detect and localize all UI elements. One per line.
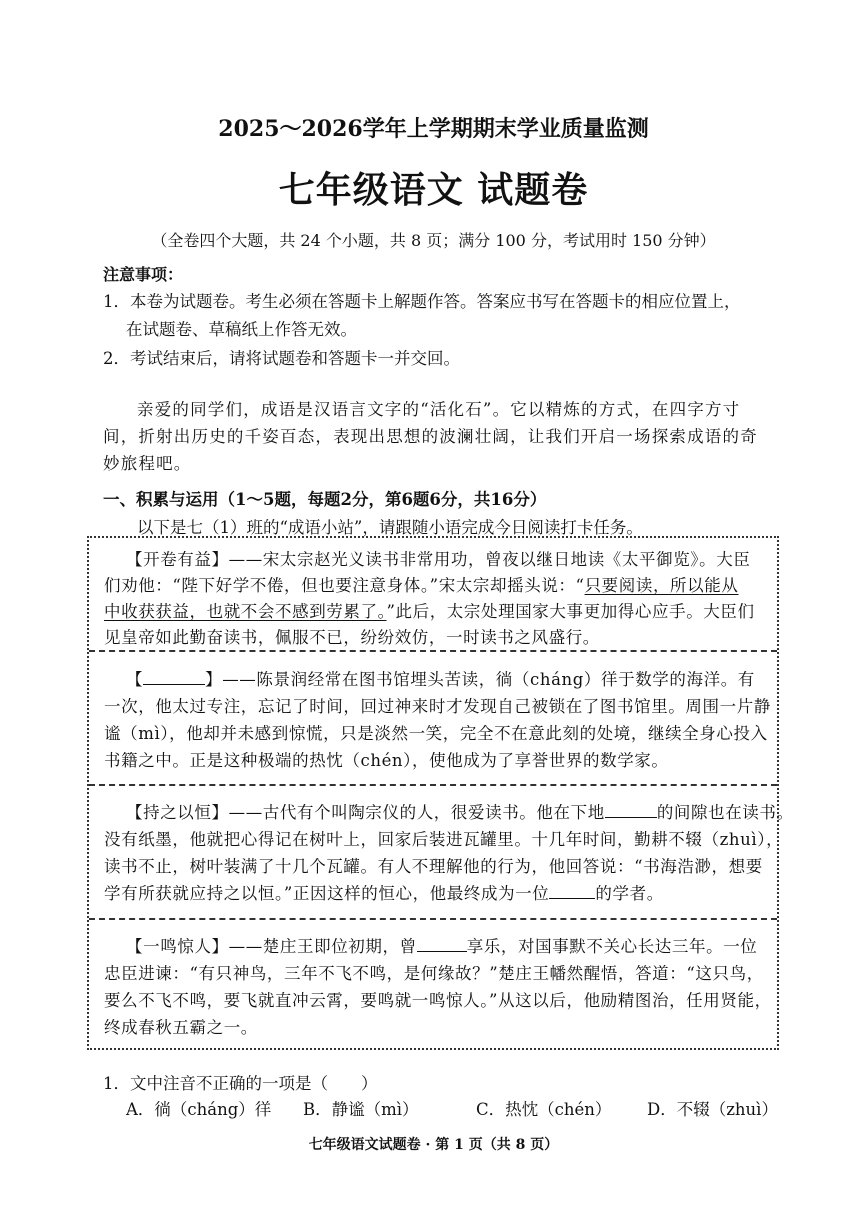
- passage-text: 学有所获就应持之以恒。”正因这样的恒心，他最终成为一位: [104, 884, 550, 903]
- passage-text: 【持之以恒】——古代有个叫陶宗仪的人，很爱读书。他在下地: [126, 803, 605, 822]
- passage-text: 【一鸣惊人】——楚庄王即位初期，曾: [126, 937, 417, 956]
- section-heading: 一、积累与运用（1～5题，每题2分，第6题6分，共16分）: [103, 490, 547, 509]
- option-a[interactable]: A．徜（cháng）徉: [126, 1100, 272, 1119]
- task-instruction: 以下是七（1）班的“成语小站”，请跟随小语完成今日阅读打卡任务。: [137, 518, 643, 537]
- option-d[interactable]: D．不辍（zhuì）: [647, 1100, 778, 1119]
- notice-heading: 注意事项：: [103, 265, 184, 284]
- passage-3-line: 读书不止，树叶装满了十几个瓦罐。有人不理解他的行为，他回答说：“书海浩渺，想要: [104, 857, 763, 876]
- paper-meta: （全卷四个大题，共 24 个小题，共 8 页；满分 100 分，考试用时 150 分钟）: [151, 231, 716, 250]
- dashed-divider: [89, 918, 777, 920]
- intro-line: 间，折射出历史的千姿百态，表现出思想的波澜壮阔，让我们开启一场探索成语的奇: [103, 427, 758, 446]
- passage-4-line: 忠臣进谏：“有只神鸟，三年不飞不鸣，是何缘故？”楚庄王幡然醒悟，答道：“这只鸟，: [104, 964, 764, 983]
- passage-2-line: 书籍之中。正是这种极端的热忱（chén），使他成为了享誉世界的数学家。: [104, 751, 669, 770]
- idiom-blank[interactable]: [143, 670, 205, 685]
- idiom-blank[interactable]: [417, 937, 467, 952]
- passage-2-line: [126, 666, 755, 690]
- underlined-sentence: 只要阅读，所以能从: [584, 576, 739, 595]
- passage-text: 【: [126, 670, 144, 689]
- passage-1-line: [104, 572, 738, 596]
- passage-4-line: 终成春秋五霸之一。: [104, 1018, 258, 1037]
- paper-title: 七年级语文 试题卷: [278, 169, 589, 211]
- passage-2-line: 一次，他太过专注，忘记了时间，回过神来时才发现自己被锁在了图书馆里。周围一片静: [104, 697, 771, 716]
- option-b[interactable]: B．静谧（mì）: [303, 1100, 419, 1119]
- underlined-sentence: 中收获获益，也就不会不感到劳累了。: [104, 602, 387, 621]
- passage-1-line: [104, 598, 755, 622]
- dashed-divider: [89, 784, 777, 786]
- passage-3-line: [104, 880, 664, 904]
- passage-4-line: 要么不飞不鸣，要飞就直冲云霄，要鸣就一鸣惊人。”从这以后，他励精图治，任用贤能，: [104, 991, 772, 1010]
- notice-item-2: 2．考试结束后，请将试题卷和答题卡一并交回。: [103, 349, 460, 368]
- intro-line: 妙旅程吧。: [103, 454, 192, 473]
- option-c[interactable]: C．热忱（chén）: [476, 1100, 612, 1119]
- passage-text: 享乐，对国事默不关心长达三年。一位: [466, 937, 758, 956]
- notice-item-1: 1．本卷为试题卷。考生必须在答题卡上解题作答。答案应书写在答题卡的相应位置上，: [103, 292, 741, 311]
- notice-item-1-cont: 在试题卷、草稿纸上作答无效。: [126, 320, 357, 339]
- question-1-stem: 1．文中注音不正确的一项是（ ）: [103, 1074, 378, 1093]
- page-footer: 七年级语文试题卷 · 第 1 页（共 8 页）: [308, 1137, 559, 1153]
- passage-2-line: 谧（mì），他却并未感到惊慌，只是淡然一笑，完全不在意此刻的处境，继续全身心投入: [104, 724, 768, 743]
- passage-1-line: 【开卷有益】——宋太宗赵光义读书非常用功，曾夜以继日地读《太平御览》。大臣: [126, 550, 751, 569]
- passage-3-line: [126, 799, 794, 823]
- passage-1-line: 见皇帝如此勤奋读书，佩服不已，纷纷效仿，一时读书之风盛行。: [104, 628, 600, 647]
- dashed-divider: [89, 650, 777, 652]
- passage-text: 】——陈景润经常在图书馆埋头苦读，徜（cháng）徉于数学的海洋。有: [205, 670, 755, 689]
- passage-text: 的学者。: [595, 884, 664, 903]
- passage-3-line: 没有纸墨，他就把心得记在树叶上，回家后装进瓦罐里。十几年时间，勤耕不辍（zhuì），: [104, 830, 784, 849]
- intro-line: 亲爱的同学们，成语是汉语言文字的“活化石”。它以精炼的方式，在四字方寸: [137, 400, 741, 419]
- idiom-blank[interactable]: [549, 884, 595, 899]
- passage-text: 们劝他：“陛下好学不倦，但也要注意身体。”宋太宗却摇头说：“: [104, 576, 585, 595]
- passage-text: ”此后，太宗处理国家大事更加得心应手。大臣们: [386, 602, 755, 621]
- passage-text: 的间隙也在读书。: [656, 803, 794, 822]
- idiom-blank[interactable]: [605, 803, 657, 818]
- exam-title: 2025～2026学年上学期期末学业质量监测: [218, 116, 649, 142]
- passage-4-line: [126, 933, 757, 957]
